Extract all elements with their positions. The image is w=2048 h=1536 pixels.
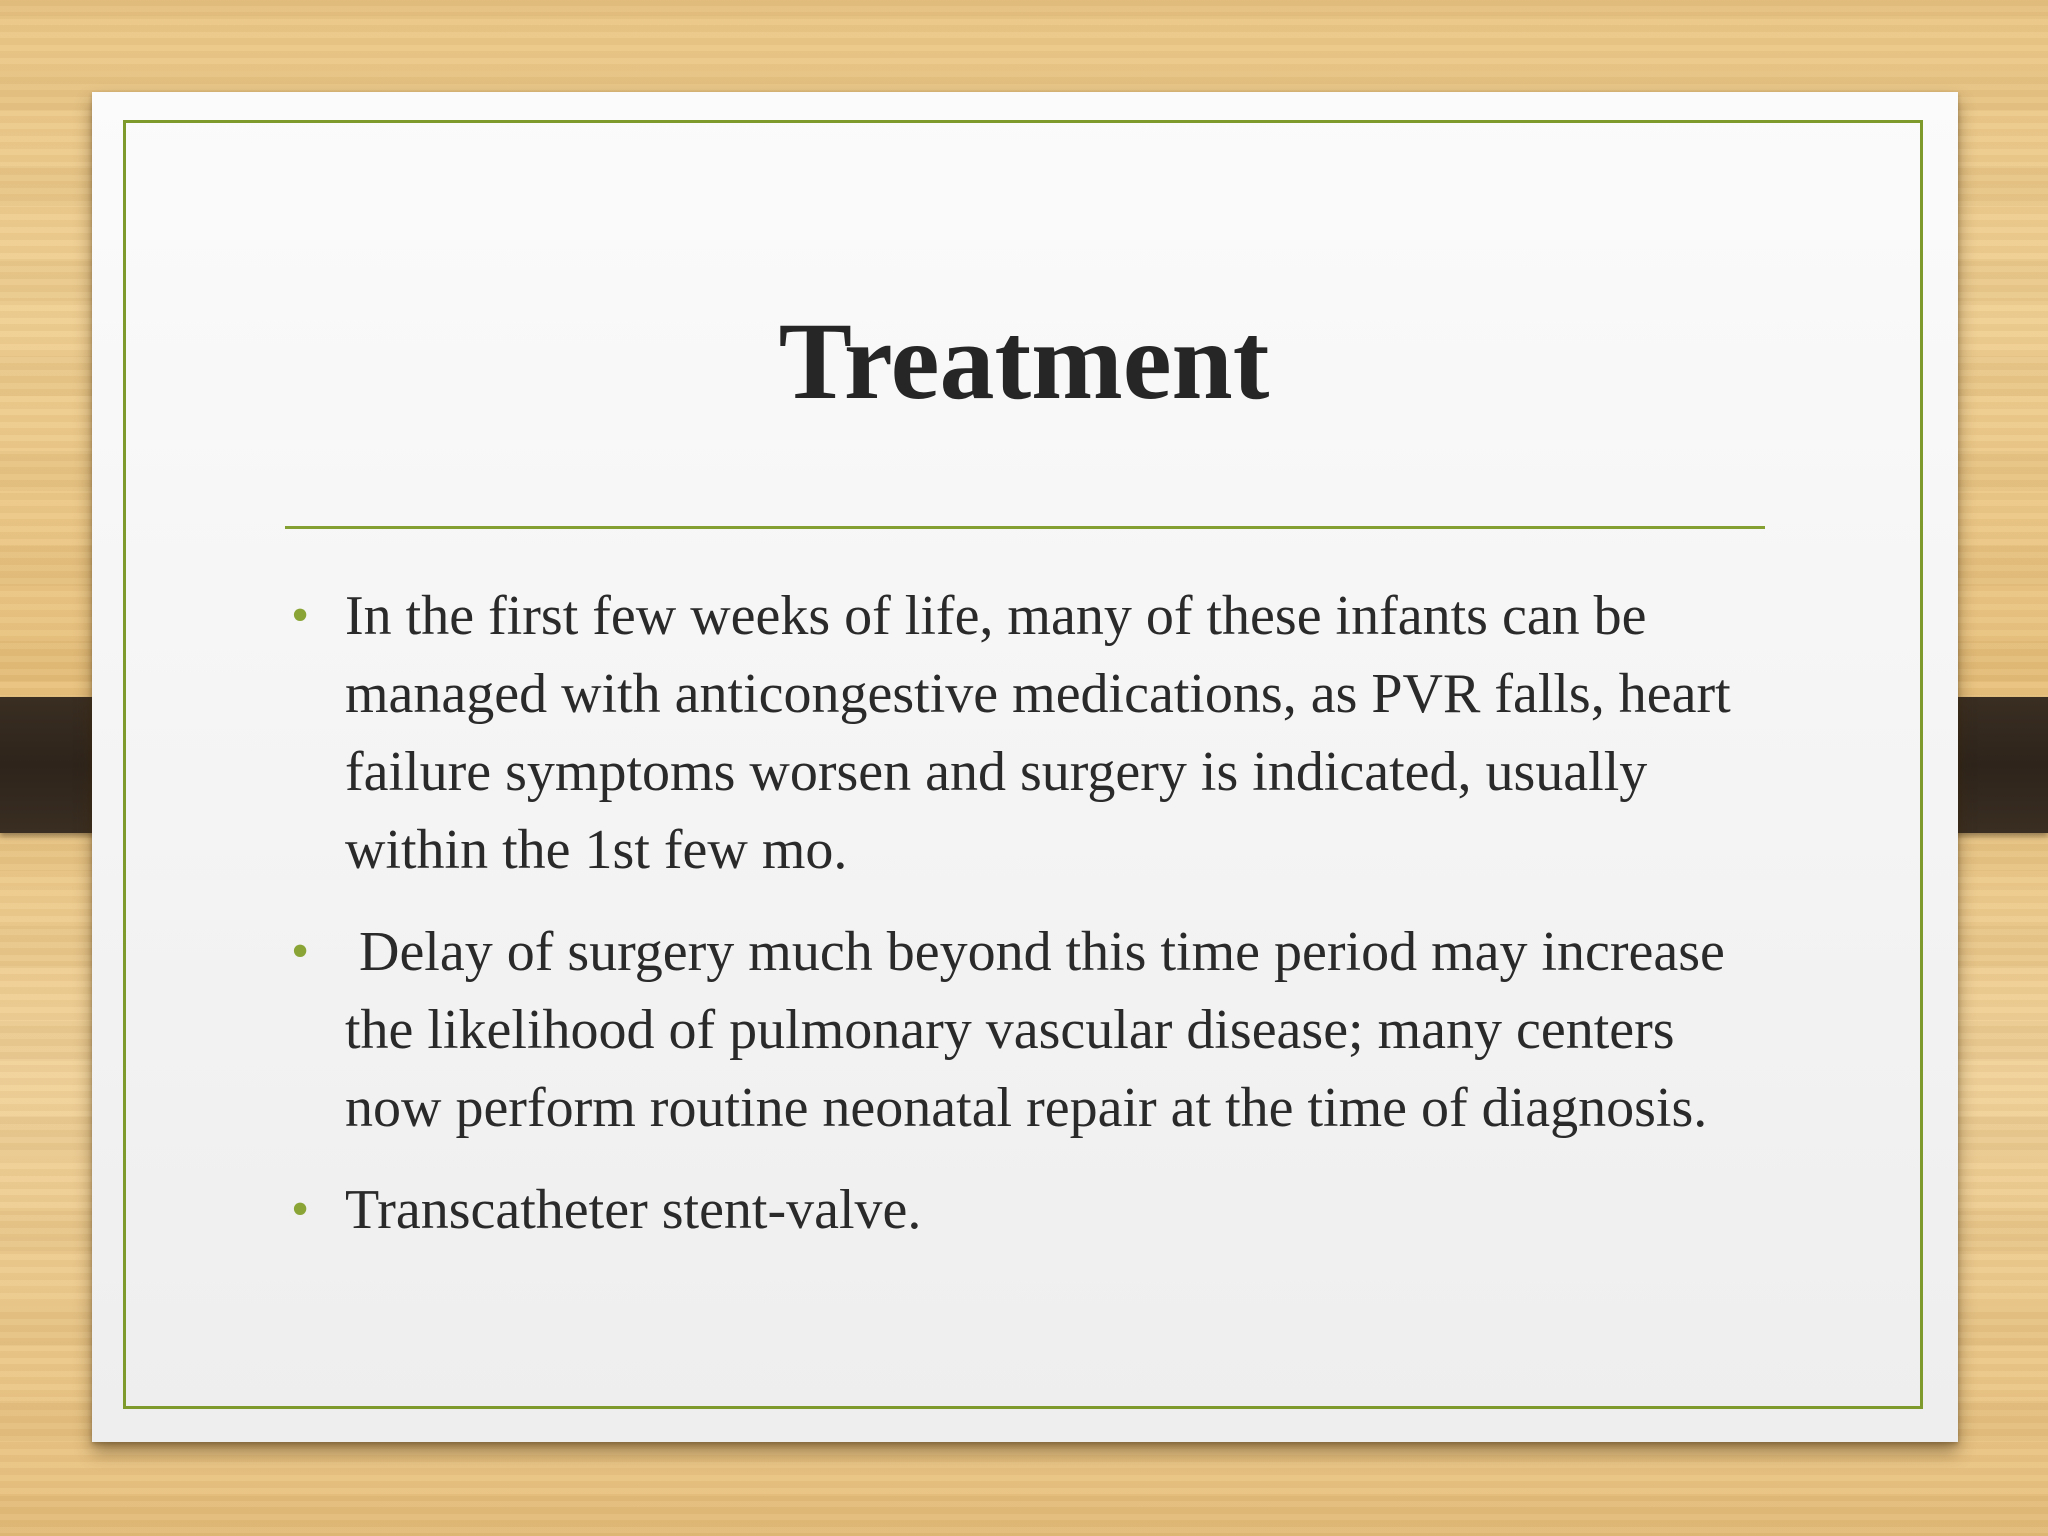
title-divider [285,526,1765,529]
bullet-item [285,577,1785,889]
bullet-dot-icon: • [291,587,310,644]
bullet-dot-icon: • [291,923,310,980]
bullet-list [285,577,1785,1273]
bullet-text: In the first few weeks of life, many of these infants can be managed with anticongestive medications, as PVR falls, heart failure symptoms worsen and surgery is indicated, usually within the 1st few mo. [345,585,1731,881]
bullet-dot-icon: • [291,1181,310,1238]
slide-title: Treatment [778,300,1270,422]
bullet-text: Transcatheter stent-valve. [345,1179,922,1241]
bullet-item [285,1171,1785,1249]
bullet-text: Delay of surgery much beyond this time period may increase the likelihood of pulmonary vascular disease; many centers now perform routine neonatal repair at the time of diagnosis. [345,921,1739,1139]
bullet-item [285,913,1785,1147]
